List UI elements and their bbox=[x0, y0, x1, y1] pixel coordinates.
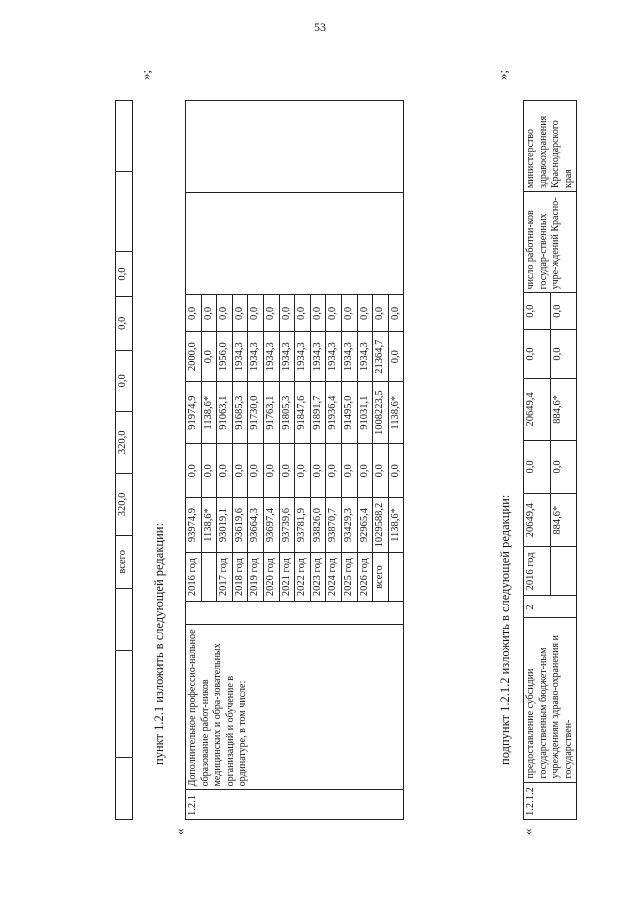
value-cell: 1029588,2 bbox=[373, 498, 389, 553]
closing-quote: »; bbox=[495, 69, 510, 80]
value-cell: 0,0 bbox=[201, 332, 217, 382]
top-cell: 0,0 bbox=[116, 296, 133, 350]
value-cell: 0,0 bbox=[279, 295, 295, 332]
value-cell: 93697,4 bbox=[263, 498, 279, 553]
value-cell: 0,0 bbox=[524, 329, 551, 378]
value-cell: 0,0 bbox=[248, 295, 264, 332]
value-cell: 93619,6 bbox=[232, 498, 248, 553]
item-description: Дополнительное профессио-нальное образование работ-ников медицинских и обра-зовательных организаций и обучение в ординатуре, в том числе: bbox=[186, 624, 404, 790]
value-cell: 0,0 bbox=[388, 295, 404, 332]
opening-quote: « bbox=[520, 828, 535, 835]
section-heading: пункт 1.2.1 изложить в следующей редакции: bbox=[152, 523, 166, 765]
year-cell: 2017 год bbox=[217, 552, 233, 602]
value-cell: 91974,9 bbox=[186, 382, 202, 444]
value-cell: 884,6* bbox=[550, 494, 577, 547]
value-cell: 0,0 bbox=[310, 444, 326, 498]
value-cell: 1138,6* bbox=[201, 498, 217, 553]
value-cell: 1138,6* bbox=[388, 382, 404, 444]
year-cell: 2026 год bbox=[357, 552, 373, 602]
value-cell: 0,0 bbox=[326, 295, 342, 332]
year-cell: 2022 год bbox=[295, 552, 311, 602]
value-cell: 0,0 bbox=[201, 444, 217, 498]
value-cell: 0,0 bbox=[550, 293, 577, 330]
indicator-cell: число работни-ков государ-ственных учре-ждений Красно- bbox=[524, 192, 577, 293]
value-cell: 0,0 bbox=[388, 332, 404, 382]
value-cell: 91063,1 bbox=[217, 382, 233, 444]
value-cell: 0,0 bbox=[201, 295, 217, 332]
table-row bbox=[186, 101, 202, 820]
closing-quote: »; bbox=[138, 69, 153, 80]
value-cell: 91031,1 bbox=[357, 382, 373, 444]
year-cell: 2025 год bbox=[341, 552, 357, 602]
value-cell: 1934,3 bbox=[279, 332, 295, 382]
value-cell: 1934,3 bbox=[295, 332, 311, 382]
value-cell: 91685,3 bbox=[232, 382, 248, 444]
value-cell: 93826,0 bbox=[310, 498, 326, 553]
value-cell: 1934,3 bbox=[310, 332, 326, 382]
value-cell: 0,0 bbox=[550, 329, 577, 378]
value-cell: 91495,0 bbox=[341, 382, 357, 444]
top-cell: 320,0 bbox=[116, 473, 133, 535]
year-cell: всего bbox=[373, 552, 389, 602]
executor-cell: министерство здравоохранения Краснодарского края bbox=[524, 101, 577, 192]
value-cell: 91805,3 bbox=[279, 382, 295, 444]
value-cell: 0,0 bbox=[524, 293, 551, 330]
value-cell: 91730,0 bbox=[248, 382, 264, 444]
value-cell: 884,6* bbox=[550, 379, 577, 441]
value-cell: 0,0 bbox=[373, 295, 389, 332]
value-cell: 1138,6* bbox=[388, 498, 404, 553]
year-cell: 2021 год bbox=[279, 552, 295, 602]
value-cell: 1138,6* bbox=[201, 382, 217, 444]
value-cell: 0,0 bbox=[217, 295, 233, 332]
top-row-table bbox=[115, 100, 133, 820]
value-cell: 0,0 bbox=[341, 444, 357, 498]
value-cell: 0,0 bbox=[279, 444, 295, 498]
top-cell-total: всего bbox=[116, 535, 133, 588]
value-cell: 0,0 bbox=[550, 440, 577, 493]
value-cell: 0,0 bbox=[357, 295, 373, 332]
year-cell: 2024 год bbox=[326, 552, 342, 602]
value-cell: 0,0 bbox=[186, 444, 202, 498]
year-cell: 2020 год bbox=[263, 552, 279, 602]
item-121-table bbox=[185, 100, 404, 820]
value-cell: 0,0 bbox=[186, 295, 202, 332]
value-cell: 0,0 bbox=[310, 295, 326, 332]
value-cell: 91891,7 bbox=[310, 382, 326, 444]
top-cell: 0,0 bbox=[116, 252, 133, 297]
top-cell: 320,0 bbox=[116, 411, 133, 473]
value-cell: 91936,4 bbox=[326, 382, 342, 444]
year-cell bbox=[388, 552, 404, 602]
value-cell: 21364,7 bbox=[373, 332, 389, 382]
value-cell: 0,0 bbox=[263, 295, 279, 332]
year-cell: 2016 год bbox=[186, 552, 202, 602]
value-cell: 0,0 bbox=[388, 444, 404, 498]
page-number: 53 bbox=[314, 20, 326, 34]
year-cell: 2016 год bbox=[524, 547, 551, 596]
value-cell: 93739,6 bbox=[279, 498, 295, 553]
value-cell: 2000,0 bbox=[186, 332, 202, 382]
value-cell: 1934,3 bbox=[341, 332, 357, 382]
value-cell: 0,0 bbox=[217, 444, 233, 498]
value-cell: 1934,3 bbox=[263, 332, 279, 382]
value-cell: 20649,4 bbox=[524, 379, 551, 441]
item-1212-table bbox=[523, 100, 577, 820]
value-cell: 93019,1 bbox=[217, 498, 233, 553]
value-cell: 91763,1 bbox=[263, 382, 279, 444]
value-cell: 0,0 bbox=[248, 444, 264, 498]
value-cell: 0,0 bbox=[341, 295, 357, 332]
value-cell: 93781,9 bbox=[295, 498, 311, 553]
year-cell: 2023 год bbox=[310, 552, 326, 602]
value-cell: 93664,3 bbox=[248, 498, 264, 553]
value-cell: 0,0 bbox=[373, 444, 389, 498]
value-cell: 1956,0 bbox=[217, 332, 233, 382]
item-description: предоставление субсидии государственным бюджет-ным учреждениям здраво-охранения и государствен- bbox=[524, 618, 577, 782]
section-heading: подпункт 1.2.1.2 изложить в следующей редакции: bbox=[498, 494, 512, 765]
value-cell: 0,0 bbox=[524, 440, 551, 493]
value-cell: 1008223,5 bbox=[373, 382, 389, 444]
value-cell: 93870,7 bbox=[326, 498, 342, 553]
table-row bbox=[116, 101, 133, 820]
value-cell: 1934,3 bbox=[248, 332, 264, 382]
year-cell: 2018 год bbox=[232, 552, 248, 602]
value-cell: 92965,4 bbox=[357, 498, 373, 553]
year-cell bbox=[550, 547, 577, 596]
value-cell: 0,0 bbox=[357, 444, 373, 498]
opening-quote: « bbox=[172, 828, 187, 835]
value-cell: 0,0 bbox=[326, 444, 342, 498]
value-cell: 0,0 bbox=[295, 295, 311, 332]
value-cell: 0,0 bbox=[232, 295, 248, 332]
value-cell: 0,0 bbox=[232, 444, 248, 498]
item-number: 1.2.1.2 bbox=[524, 782, 577, 819]
value-cell: 91847,6 bbox=[295, 382, 311, 444]
value-cell: 1934,3 bbox=[326, 332, 342, 382]
year-cell: 2019 год bbox=[248, 552, 264, 602]
rotated-page-content bbox=[20, 20, 580, 880]
top-cell: 0,0 bbox=[116, 350, 133, 411]
value-cell: 93974,9 bbox=[186, 498, 202, 553]
value-cell: 20649,4 bbox=[524, 494, 551, 547]
value-cell: 0,0 bbox=[263, 444, 279, 498]
table-row bbox=[524, 101, 551, 820]
value-cell: 1934,3 bbox=[232, 332, 248, 382]
col-two: 2 bbox=[524, 596, 577, 618]
year-cell bbox=[201, 552, 217, 602]
value-cell: 93429,3 bbox=[341, 498, 357, 553]
value-cell: 1934,3 bbox=[357, 332, 373, 382]
value-cell: 0,0 bbox=[295, 444, 311, 498]
item-number: 1.2.1 bbox=[186, 790, 404, 820]
